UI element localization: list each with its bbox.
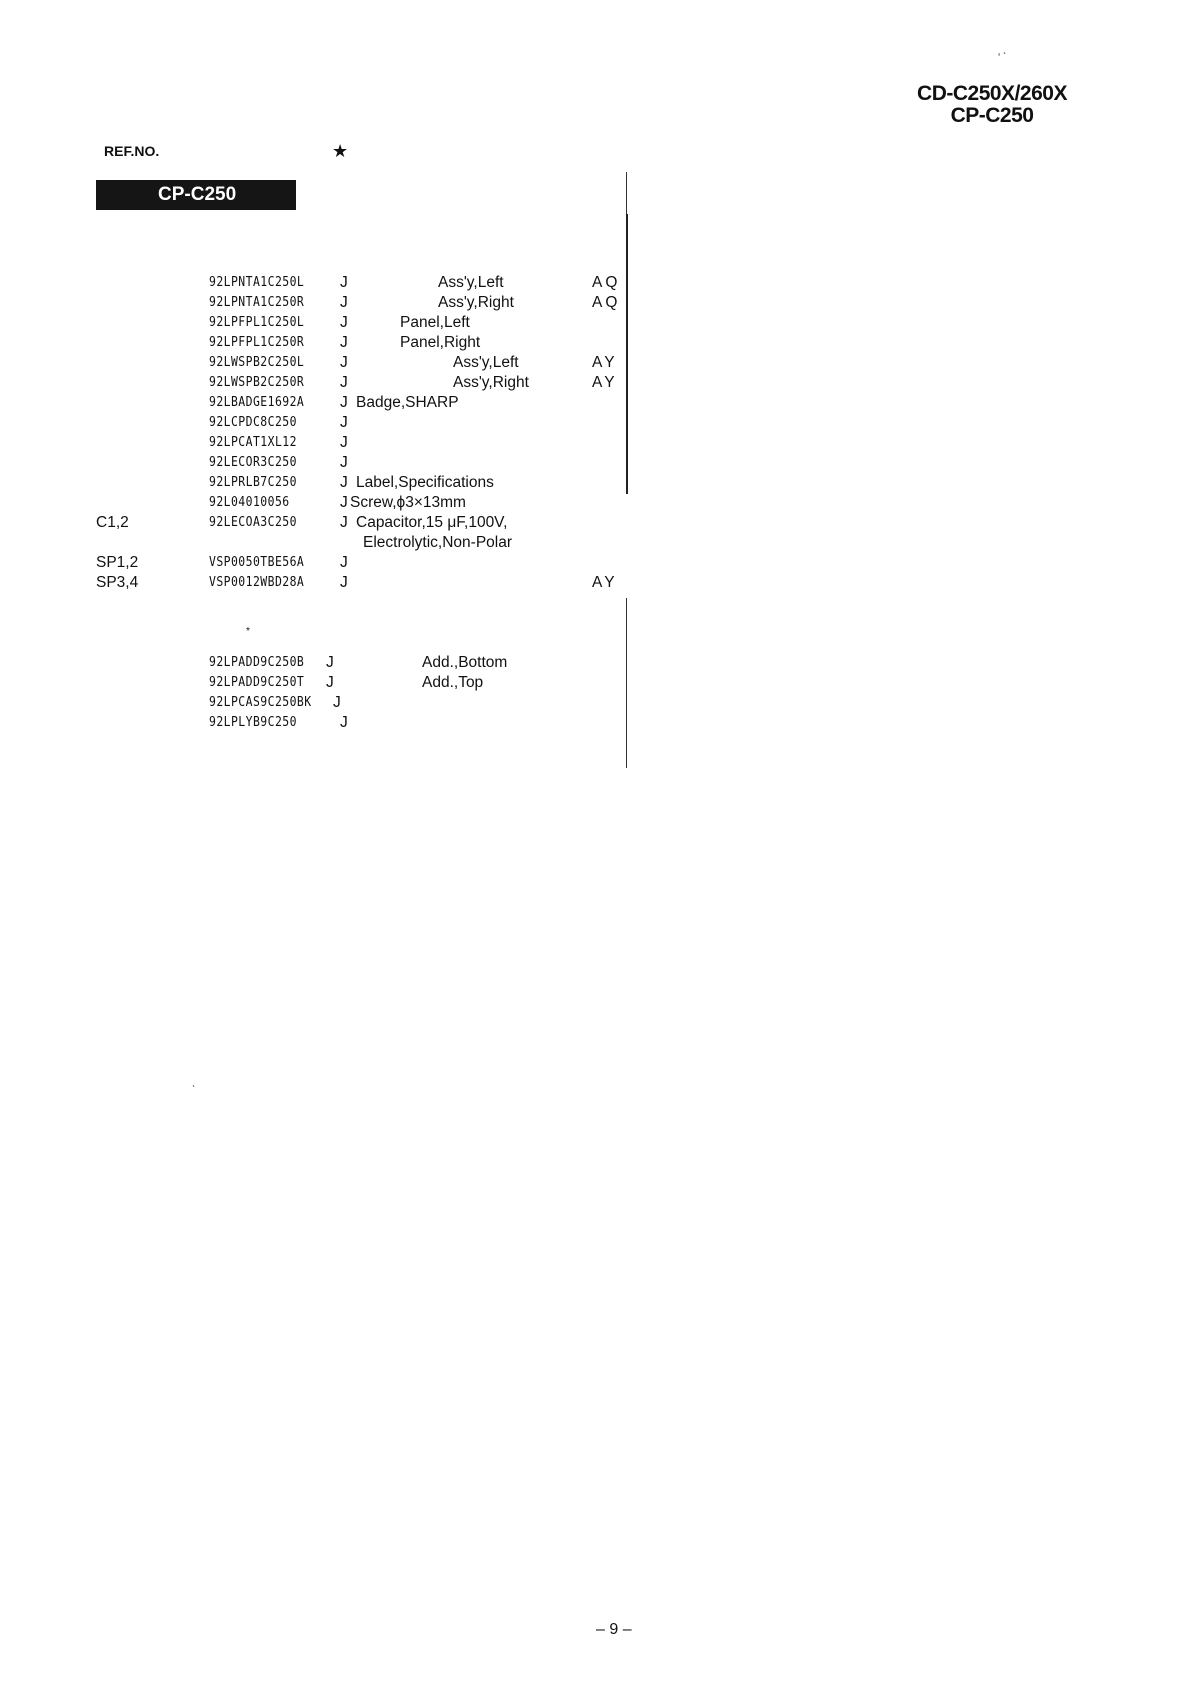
- description: Panel,Left: [400, 314, 470, 331]
- code: J: [340, 454, 348, 471]
- table-row: [0, 393, 700, 413]
- corner-mark: ‘ ˋ: [998, 52, 1007, 63]
- code: J: [340, 314, 348, 331]
- table-row: [0, 533, 700, 553]
- table-row: [0, 673, 700, 693]
- part-number: 92LPCAT1XL12: [209, 435, 297, 450]
- code: J: [340, 494, 348, 511]
- part-number: 92LPNTA1C250L: [209, 275, 305, 290]
- code: J: [326, 654, 334, 671]
- ref-no: SP1,2: [96, 554, 139, 571]
- code: J: [340, 434, 348, 451]
- part-number: 92L04010056: [209, 495, 290, 510]
- price-rank: AQ: [592, 274, 621, 291]
- ref-no-column-header: REF.NO.: [104, 143, 160, 159]
- price-rank: AQ: [592, 294, 621, 311]
- part-number: 92LPADD9C250T: [209, 675, 305, 690]
- page-number: – 9 –: [596, 1621, 632, 1638]
- ref-no: SP3,4: [96, 574, 139, 591]
- part-number: VSP0050TBE56A: [209, 555, 305, 570]
- table-row: [0, 373, 700, 393]
- description: Screw,ϕ3×13mm: [350, 494, 466, 511]
- code: J: [340, 414, 348, 431]
- column-rule-top: [626, 172, 627, 214]
- star-icon: ★: [332, 141, 349, 161]
- table-row: [0, 433, 700, 453]
- code: J: [340, 554, 348, 571]
- part-number: 92LWSPB2C250L: [209, 355, 305, 370]
- description: Badge,SHARP: [356, 394, 459, 411]
- part-number: 92LPCAS9C250BK: [209, 695, 312, 710]
- part-number: 92LPLYB9C250: [209, 715, 297, 730]
- part-number: 92LBADGE1692A: [209, 395, 305, 410]
- code: J: [340, 714, 348, 731]
- table-row: [0, 573, 700, 593]
- table-row: [0, 553, 700, 573]
- code: J: [333, 694, 341, 711]
- code: J: [340, 354, 348, 371]
- description: Ass'y,Right: [438, 294, 514, 311]
- table-row: [0, 513, 700, 533]
- description: Ass'y,Right: [453, 374, 529, 391]
- table-row: [0, 713, 700, 733]
- description: Add.,Bottom: [422, 654, 508, 671]
- code: J: [340, 274, 348, 291]
- table-row: [0, 453, 700, 473]
- model-title: [892, 83, 1092, 127]
- part-number: 92LECŌA3C250: [209, 515, 297, 530]
- table-row: [0, 693, 700, 713]
- code: J: [326, 674, 334, 691]
- description: Electrolytic,Non-Polar: [363, 534, 513, 551]
- table-row: [0, 293, 700, 313]
- model-title-line1: CD-C250X/260X: [917, 82, 1067, 105]
- description: Ass'y,Left: [453, 354, 519, 371]
- price-rank: AY: [592, 374, 618, 391]
- part-number: 92LPNTA1C250R: [209, 295, 305, 310]
- table-row: [0, 473, 700, 493]
- table-row: [0, 353, 700, 373]
- code: J: [340, 294, 348, 311]
- code: J: [340, 374, 348, 391]
- section-tag: CP-C250: [96, 180, 296, 210]
- part-number: VSP0012WBD28A: [209, 575, 305, 590]
- part-number: 92LPFPL1C250L: [209, 315, 305, 330]
- description: Label,Specifications: [356, 474, 494, 491]
- description: Panel,Right: [400, 334, 481, 351]
- part-number: 92LPADD9C250B: [209, 655, 305, 670]
- code: J: [340, 514, 348, 531]
- code: J: [340, 574, 348, 591]
- description: Ass'y,Left: [438, 274, 504, 291]
- part-number: 92LECŌR3C250: [209, 455, 297, 470]
- part-number: 92LCPDC8C250: [209, 415, 297, 430]
- table-row: [0, 273, 700, 293]
- table-row: [0, 313, 700, 333]
- description: Capacitor,15 μF,100V,: [356, 514, 508, 531]
- table-row: [0, 493, 700, 513]
- part-number: 92LPRLB7C250: [209, 475, 297, 490]
- scan-speck: ˋ: [192, 1085, 196, 1096]
- part-number: 92LPFPL1C250R: [209, 335, 305, 350]
- model-title-line2: CP-C250: [950, 104, 1034, 127]
- price-rank: AY: [592, 354, 618, 371]
- code: J: [340, 474, 348, 491]
- description: Add.,Top: [422, 674, 484, 691]
- table-row: [0, 653, 700, 673]
- part-number: 92LWSPB2C250R: [209, 375, 305, 390]
- asterisk-mark: *: [246, 626, 250, 637]
- price-rank: AY: [592, 574, 618, 591]
- code: J: [340, 334, 348, 351]
- ref-no: C1,2: [96, 514, 129, 531]
- code: J: [340, 394, 348, 411]
- table-row: [0, 333, 700, 353]
- table-row: [0, 413, 700, 433]
